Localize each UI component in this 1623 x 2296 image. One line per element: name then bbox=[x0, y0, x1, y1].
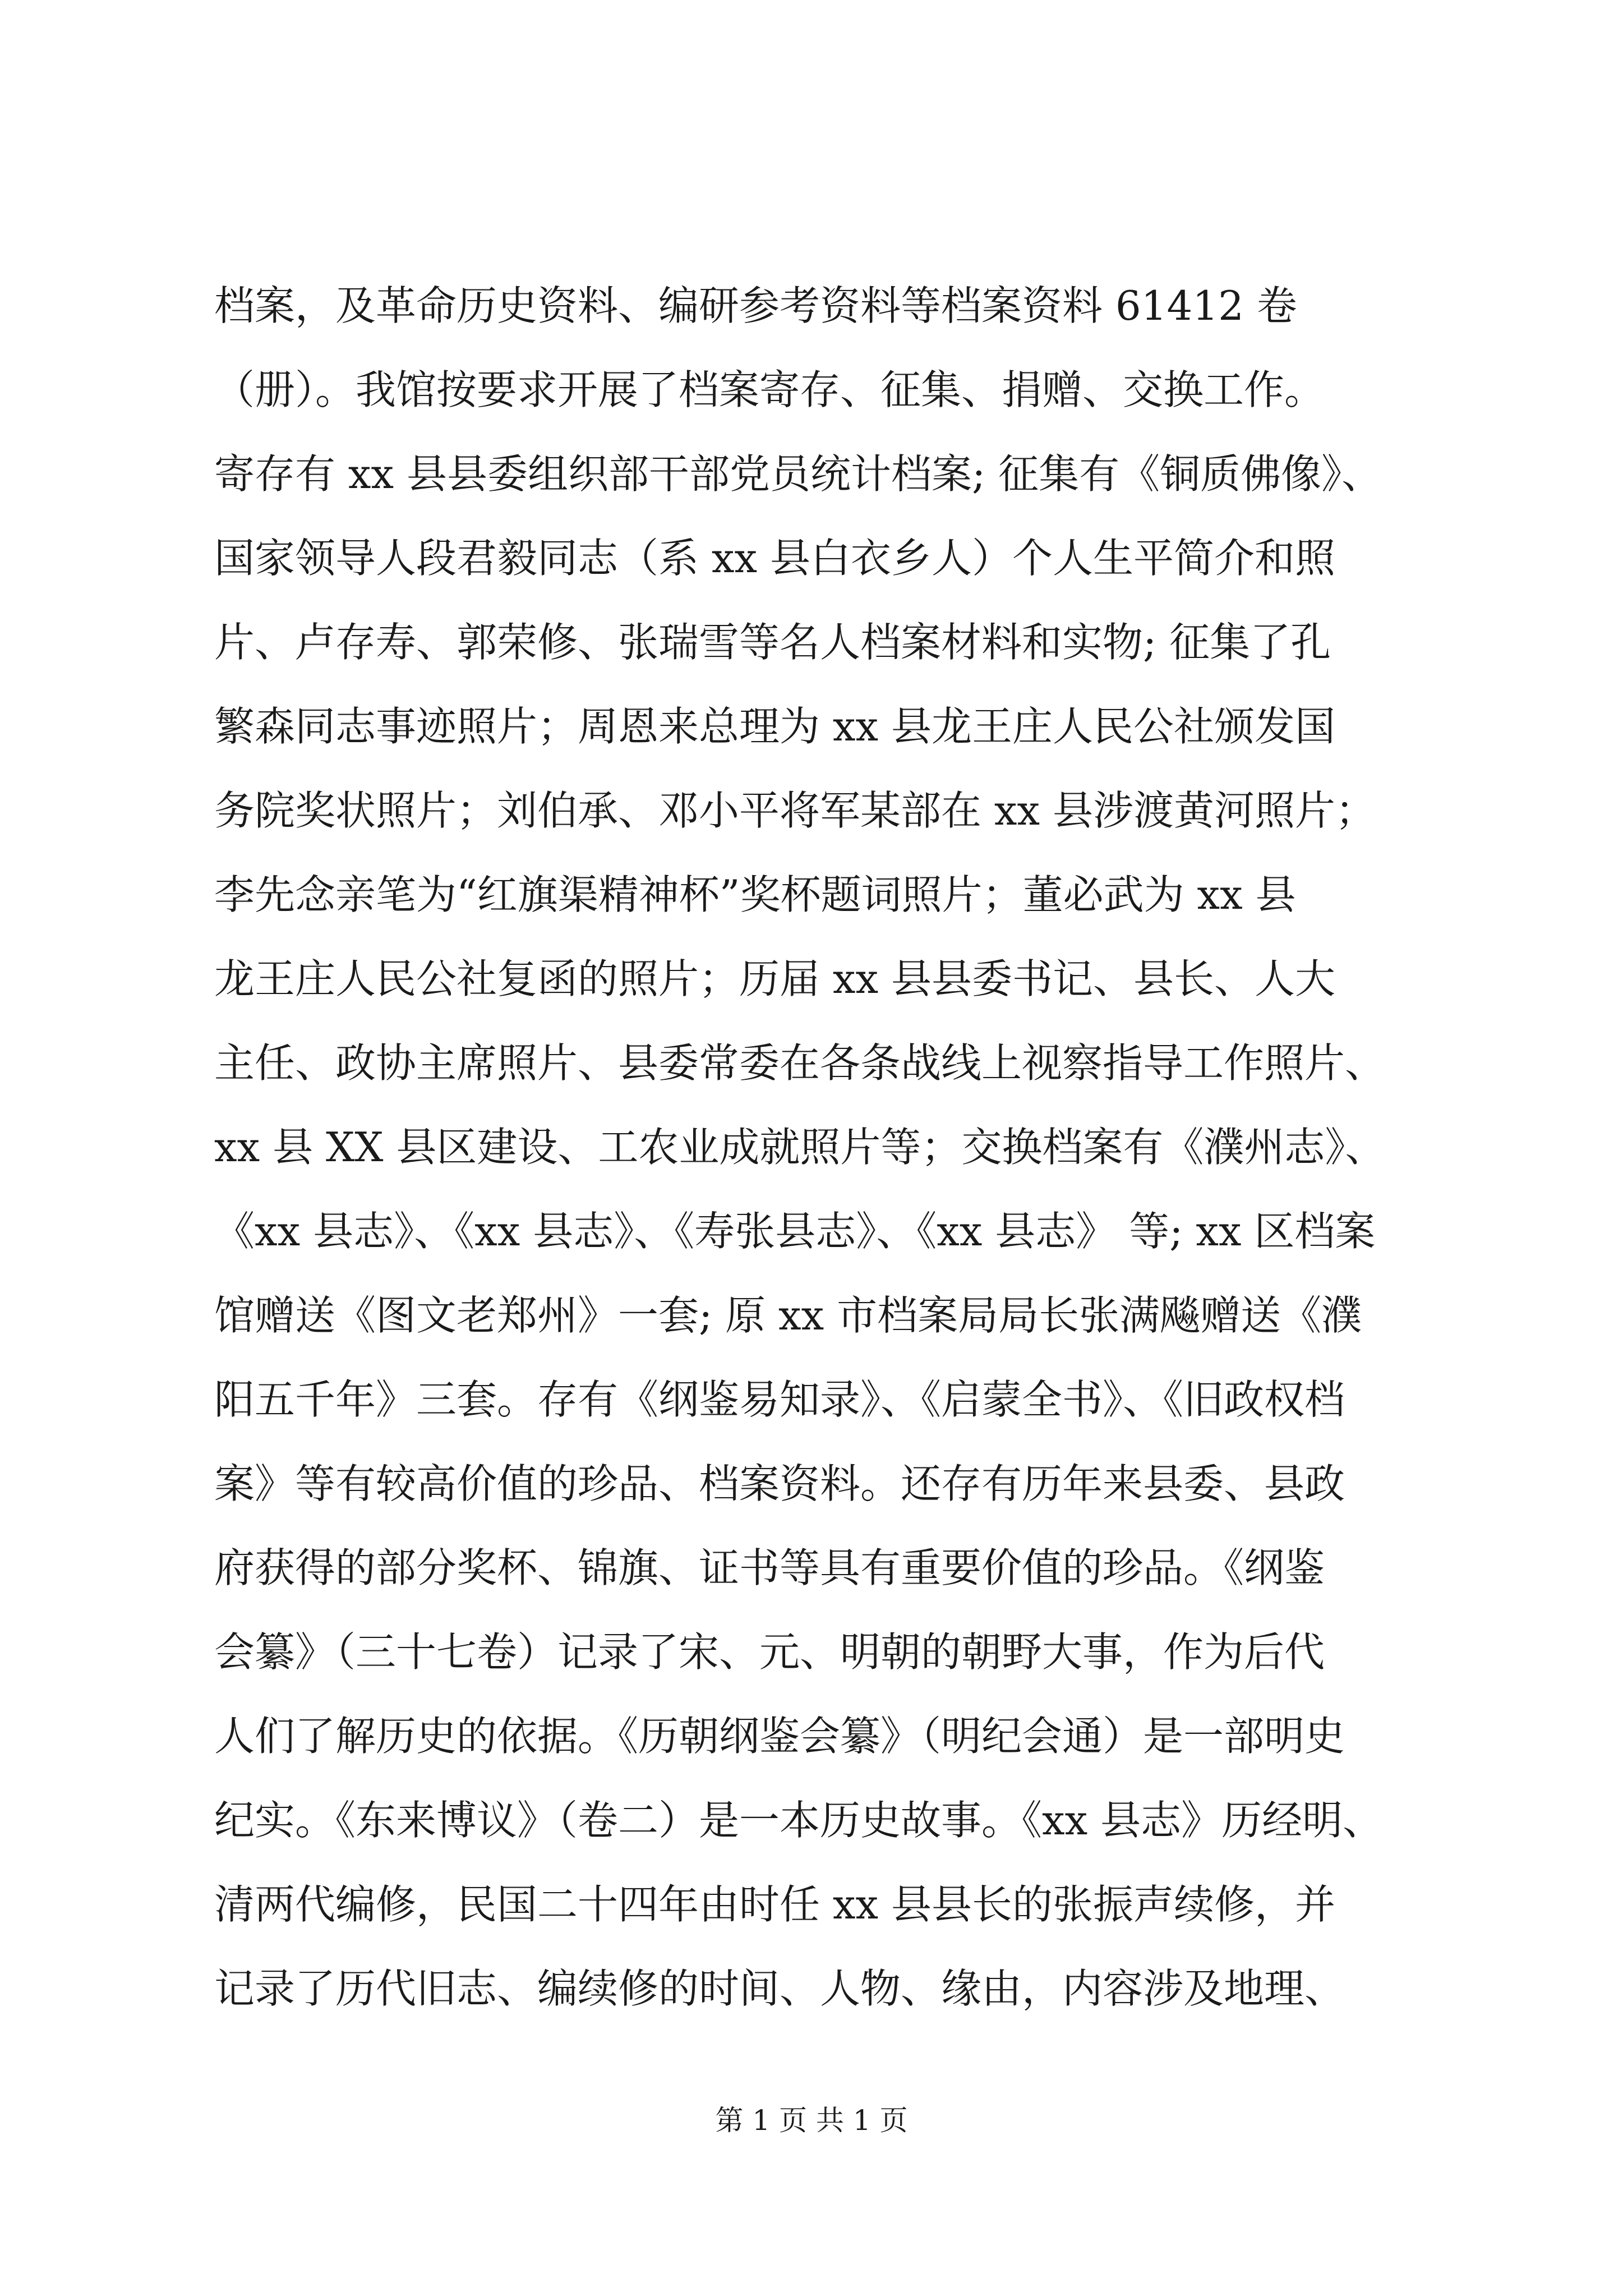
text-line: 清两代编修，民国二十四年由时任 xx 县县长的张振声续修，并 bbox=[214, 1881, 1335, 1928]
text-line: 档案，及革命历史资料、编研参考资料等档案资料 61412 卷 bbox=[214, 282, 1297, 329]
text-line: 纪实。《东来博议》（卷二）是一本历史故事。《xx 县志》历经明、 bbox=[214, 1797, 1384, 1844]
text-line: 繁森同志事迹照片；周恩来总理为 xx 县龙王庄人民公社颁发国 bbox=[214, 703, 1335, 750]
text-line: 国家领导人段君毅同志（系 xx 县白衣乡人）个人生平简介和照 bbox=[214, 535, 1335, 582]
text-line: 片、卢存寿、郭荣修、张瑞雪等名人档案材料和实物; 征集了孔 bbox=[214, 619, 1331, 666]
text-line: 李先念亲笔为“红旗渠精神杯”奖杯题词照片；董必武为 xx 县 bbox=[214, 871, 1296, 918]
text-line: 龙王庄人民公社复函的照片；历届 xx 县县委书记、县长、人大 bbox=[214, 955, 1335, 1002]
text-line: 案》等有较高价值的珍品、档案资料。还存有历年来县委、县政 bbox=[214, 1460, 1345, 1507]
text-line: 记录了历代旧志、编续修的时间、人物、缘由，内容涉及地理、 bbox=[214, 1965, 1345, 2012]
text-line: （册）。我馆按要求开展了档案寄存、征集、捐赠、交换工作。 bbox=[214, 366, 1325, 413]
text-line: 务院奖状照片；刘伯承、邓小平将军某部在 xx 县涉渡黄河照片； bbox=[214, 787, 1376, 834]
text-line: 人们了解历史的依据。《历朝纲鉴会纂》（明纪会通）是一部明史 bbox=[214, 1713, 1345, 1760]
text-line: 《xx 县志》、《xx 县志》、《寿张县志》、《xx 县志》 等; xx 区档案 bbox=[214, 1208, 1376, 1255]
text-line: 主任、政协主席照片、县委常委在各条战线上视察指导工作照片、 bbox=[214, 1039, 1386, 1087]
text-line: 寄存有 xx 县县委组织部干部党员统计档案; 征集有《铜质佛像》、 bbox=[214, 450, 1382, 498]
body-text bbox=[214, 264, 1437, 2031]
text-line: 府获得的部分奖杯、锦旗、证书等具有重要价值的珍品。《纲鉴 bbox=[214, 1544, 1325, 1591]
text-line: 阳五千年》三套。存有《纲鉴易知录》、《启蒙全书》、《旧政权档 bbox=[214, 1376, 1345, 1423]
text-line: 会纂》（三十七卷）记录了宋、元、明朝的朝野大事，作为后代 bbox=[214, 1628, 1325, 1676]
text-line: 馆赠送《图文老郑州》一套; 原 xx 市档案局局长张满飚赠送《濮 bbox=[214, 1292, 1362, 1339]
page-footer: 第 1 页 共 1 页 bbox=[715, 2104, 908, 2137]
text-line: xx 县 XX 县区建设、工农业成就照片等；交换档案有《濮州志》、 bbox=[214, 1124, 1386, 1171]
